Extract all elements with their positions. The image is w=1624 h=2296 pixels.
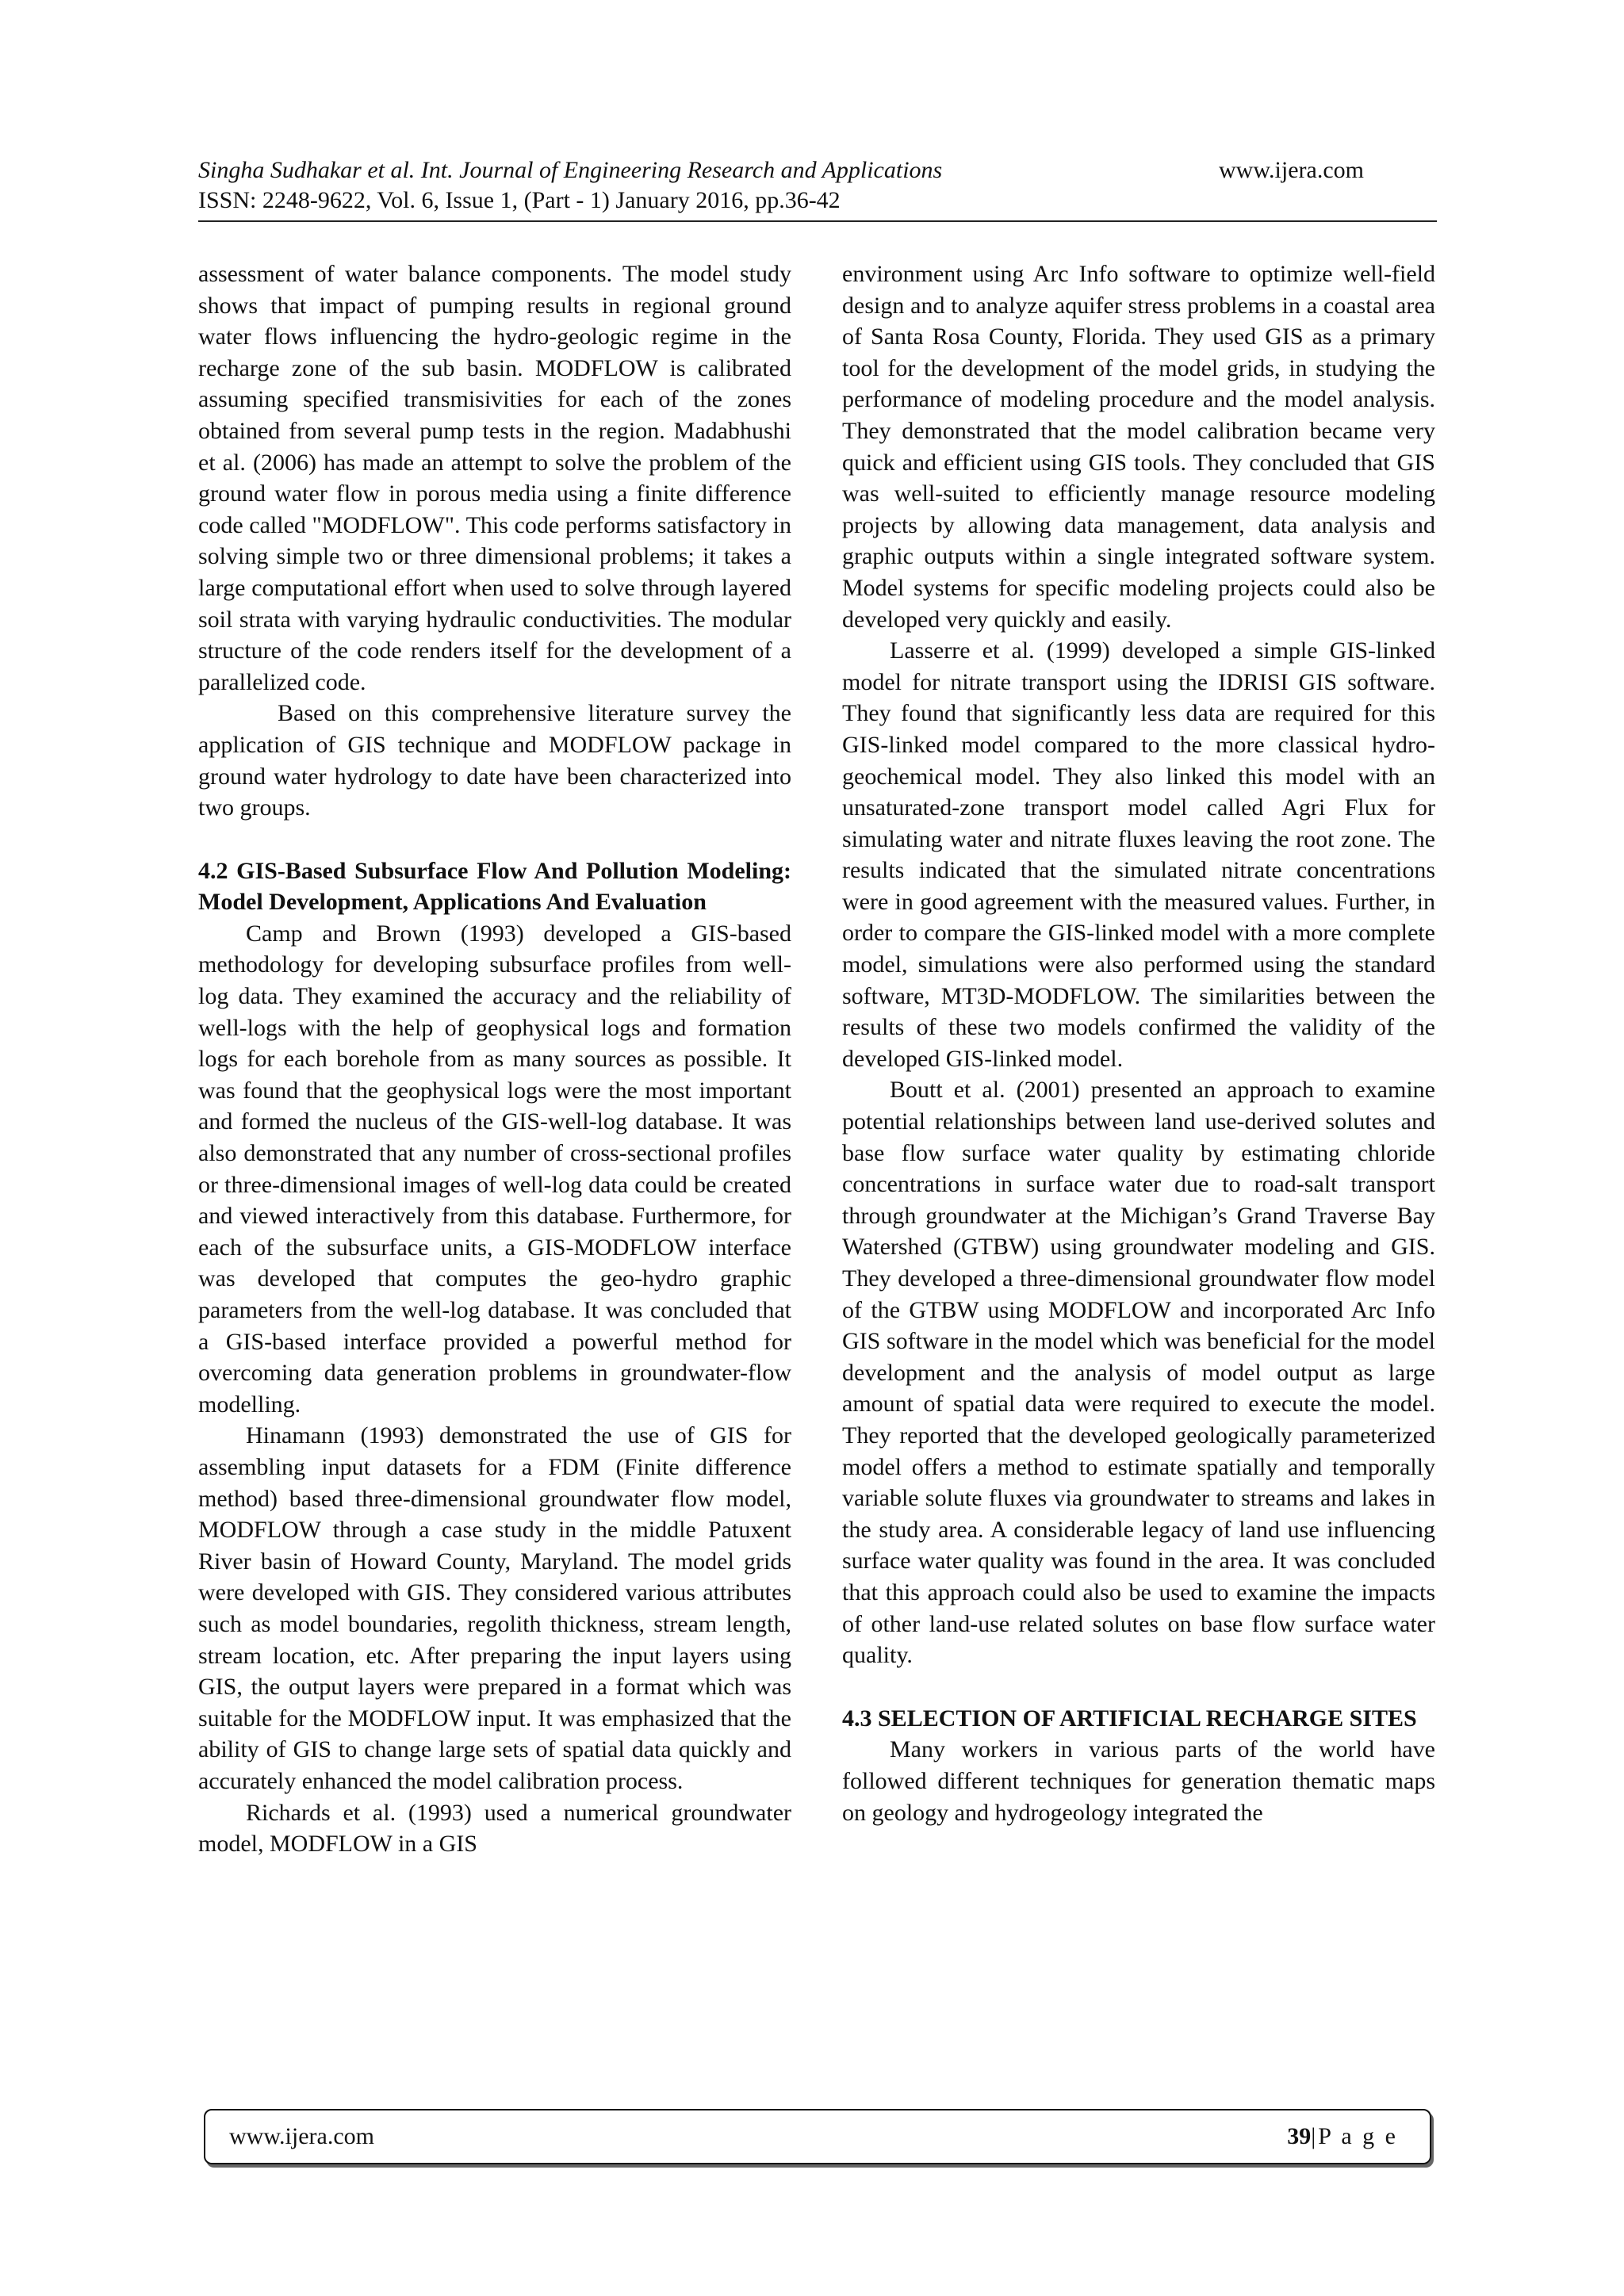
paragraph: environment using Arc Info software to optimize well-field design and to analyze aquifer stress problems in a coastal area of Santa Rosa County, Florida. They used GIS as a primary tool for the development of the model grids, in studying the performance of modeling procedure and the model analysis. They demonstrated that the model calibration became very quick and efficient using GIS tools. They concluded that GIS was well-suited to efficiently manage resource modeling projects by allowing data management, data analysis and graphic outputs within a single integrated software system. Model systems for specific modeling projects could also be developed very quickly and easily. [842, 261, 1435, 633]
right-column [842, 258, 1435, 1828]
page-indicator [1287, 2123, 1398, 2150]
section-heading-4-2: 4.2 GIS-Based Subsurface Flow And Pollution Modeling: Model Development, Applications And Evaluation [198, 857, 791, 916]
header-rule [198, 220, 1437, 222]
left-column [198, 258, 791, 1860]
running-header [198, 155, 1435, 216]
paragraph: Richards et al. (1993) used a numerical groundwater model, MODFLOW in a GIS [198, 1799, 791, 1858]
paragraph: assessment of water balance components. The model study shows that impact of pumping results in regional ground water flows influencing the hydro-geologic regime in the recharge zone of the sub basin. MODFLOW is calibrated assuming specified transmisivities for each of the zones obtained from several pump tests in the region. Madabhushi et al. (2006) has made an attempt to solve the problem of the ground water flow in porous media using a finite difference code called "MODFLOW". This code performs satisfactory in solving simple two or three dimensional problems; it takes a large computational effort when used to solve through layered soil strata with varying hydraulic conductivities. The modular structure of the code renders itself for the development of a parallelized code. [198, 261, 791, 695]
header-website[interactable]: www.ijera.com [1219, 157, 1364, 183]
paragraph: Lasserre et al. (1999) developed a simple GIS-linked model for nitrate transport using the IDRISI GIS software. They found that significantly less data are required for this GIS-linked model compared to the more classical hydro-geochemical model. They also linked this model with an unsaturated-zone transport model called Agri Flux for simulating water and nitrate fluxes leaving the root zone. The results indicated that the simulated nitrate concentrations were in good agreement with the measured values. Further, in order to compare the GIS-linked model with a more complete model, simulations were also performed using the standard software, MT3D-MODFLOW. The similarities between the results of these two models confirmed the validity of the developed GIS-linked model. [842, 637, 1435, 1072]
paragraph: Boutt et al. (2001) presented an approach to examine potential relationships between land use-derived solutes and base flow surface water quality by estimating chloride concentrations in surface water due to road-salt transport through groundwater at the Michigan’s Grand Traverse Bay Watershed (GTBW) using groundwater modeling and GIS. They developed a three-dimensional groundwater flow model of the GTBW using MODFLOW and incorporated Arc Info GIS software in the model which was beneficial for the model development and the analysis of model output as large amount of spatial data were required to execute the model. They reported that the developed geologically parameterized model offers a method to estimate spatially and temporally variable solute fluxes via groundwater to streams and lakes in the study area. A considerable legacy of land use influencing surface water quality was found in the area. It was concluded that this approach could also be used to examine the impacts of other land-use related solutes on base flow surface water quality. [842, 1077, 1435, 1669]
paragraph: Hinamann (1993) demonstrated the use of GIS for assembling input datasets for a FDM (Finite difference method) based three-dimensional groundwater flow model, MODFLOW through a case study in the middle Patuxent River basin of Howard County, Maryland. The model grids were developed with GIS. They considered various attributes such as model boundaries, regolith thickness, stream length, stream location, etc. After preparing the input layers using GIS, the output layers were prepared in a format which was suitable for the MODFLOW input. It was emphasized that the ability of GIS to change large sets of spatial data quickly and accurately enhanced the model calibration process. [198, 1422, 791, 1794]
journal-line: Singha Sudhakar et al. Int. Journal of Engineering Research and Applications [198, 157, 943, 183]
issue-line: ISSN: 2248-9622, Vol. 6, Issue 1, (Part - 1) January 2016, pp.36-42 [198, 187, 841, 213]
page-number: 39 [1287, 2123, 1312, 2149]
page-label: |P a g e [1311, 2123, 1398, 2149]
paragraph: Many workers in various parts of the world have followed different techniques for generation thematic maps on geology and hydrogeology integrated the [842, 1736, 1435, 1826]
section-heading-4-3: 4.3 SELECTION OF ARTIFICIAL RECHARGE SITES [842, 1705, 1417, 1732]
footer-website[interactable]: www.ijera.com [229, 2123, 374, 2149]
paragraph: Based on this comprehensive literature survey the application of GIS technique and MODFLOW package in ground water hydrology to date have been characterized into two groups. [198, 700, 791, 821]
paragraph: Camp and Brown (1993) developed a GIS-based methodology for developing subsurface profiles from well-log data. They examined the accuracy and the reliability of well-logs with the help of geophysical logs and formation logs for each borehole from as many sources as possible. It was found that the geophysical logs were the most important and formed the nucleus of the GIS-well-log database. It was also demonstrated that any number of cross-sectional profiles or three-dimensional images of well-log data could be created and viewed interactively from this database. Furthermore, for each of the subsurface units, a GIS-MODFLOW interface was developed that computes the geo-hydro graphic parameters from the well-log database. It was concluded that a GIS-based interface provided a powerful method for overcoming data generation problems in groundwater-flow modelling. [198, 920, 791, 1418]
footer-bar [204, 2109, 1431, 2164]
